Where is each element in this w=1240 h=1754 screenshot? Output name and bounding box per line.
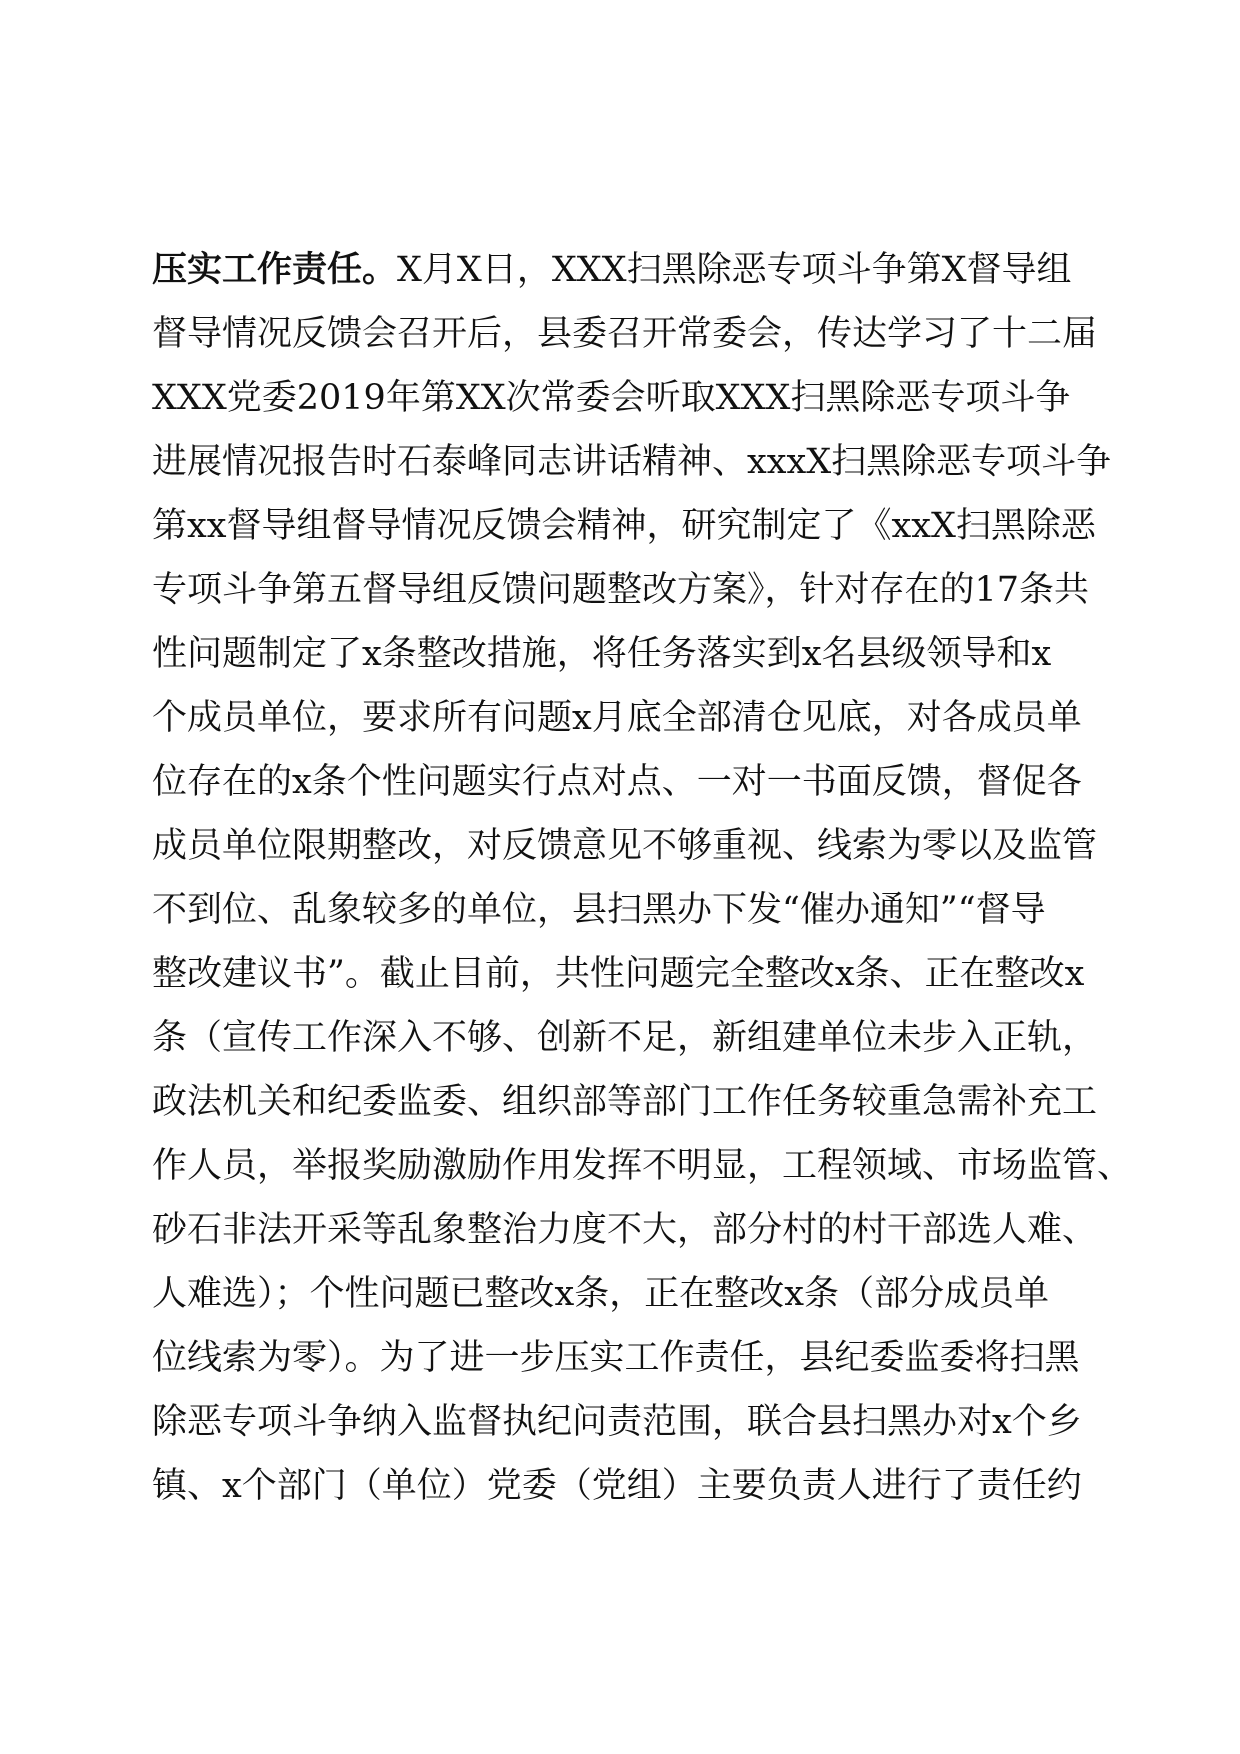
paragraph-line bbox=[152, 238, 1092, 302]
paragraph-line: 个成员单位，要求所有问题x月底全部清仓见底，对各成员单 bbox=[152, 698, 1082, 738]
paragraph-line: 作人员，举报奖励激励作用发挥不明显，工程领域、市场监管、 bbox=[152, 1146, 1133, 1186]
line-text: X月X日，XXX扫黑除恶专项斗争第X督导组 bbox=[397, 250, 1072, 290]
paragraph-line: 专项斗争第五督导组反馈问题整改方案》，针对存在的17条共 bbox=[152, 570, 1090, 610]
paragraph-line: 整改建议书”。截止目前，共性问题完全整改x条、正在整改x bbox=[152, 954, 1085, 994]
paragraph-line: 条（宣传工作深入不够、创新不足，新组建单位未步入正轨， bbox=[152, 1018, 1098, 1058]
paragraph-line: 成员单位限期整改，对反馈意见不够重视、线索为零以及监管 bbox=[152, 826, 1098, 866]
paragraph-line: 砂石非法开采等乱象整治力度不大，部分村的村干部选人难、 bbox=[152, 1210, 1098, 1250]
paragraph-line: 位线索为零）。为了进一步压实工作责任，县纪委监委将扫黑 bbox=[152, 1338, 1080, 1378]
paragraph-line: 除恶专项斗争纳入监督执纪问责范围，联合县扫黑办对x个乡 bbox=[152, 1402, 1082, 1442]
paragraph-line: 政法机关和纪委监委、组织部等部门工作任务较重急需补充工 bbox=[152, 1082, 1098, 1122]
paragraph-line: 镇、x个部门（单位）党委（党组）主要负责人进行了责任约 bbox=[152, 1466, 1082, 1506]
paragraph-line: XXX党委2019年第XX次常委会听取XXX扫黑除恶专项斗争 bbox=[152, 378, 1071, 418]
body-paragraph bbox=[152, 238, 1133, 1518]
paragraph-line: 位存在的x条个性问题实行点对点、一对一书面反馈，督促各 bbox=[152, 762, 1082, 802]
paragraph-line: 督导情况反馈会召开后，县委召开常委会，传达学习了十二届 bbox=[152, 314, 1098, 354]
paragraph-line: 不到位、乱象较多的单位，县扫黑办下发“催办通知”“督导 bbox=[152, 890, 1046, 930]
paragraph-line: 进展情况报告时石泰峰同志讲话精神、xxxX扫黑除恶专项斗争 bbox=[152, 442, 1112, 482]
paragraph-line: 人难选）；个性问题已整改x条，正在整改x条（部分成员单 bbox=[152, 1274, 1049, 1314]
paragraph-line: 第xx督导组督导情况反馈会精神，研究制定了《xxX扫黑除恶 bbox=[152, 506, 1096, 546]
lead-heading: 压实工作责任。 bbox=[152, 250, 398, 290]
paragraph-line: 性问题制定了x条整改措施，将任务落实到x名县级领导和x bbox=[152, 634, 1052, 674]
